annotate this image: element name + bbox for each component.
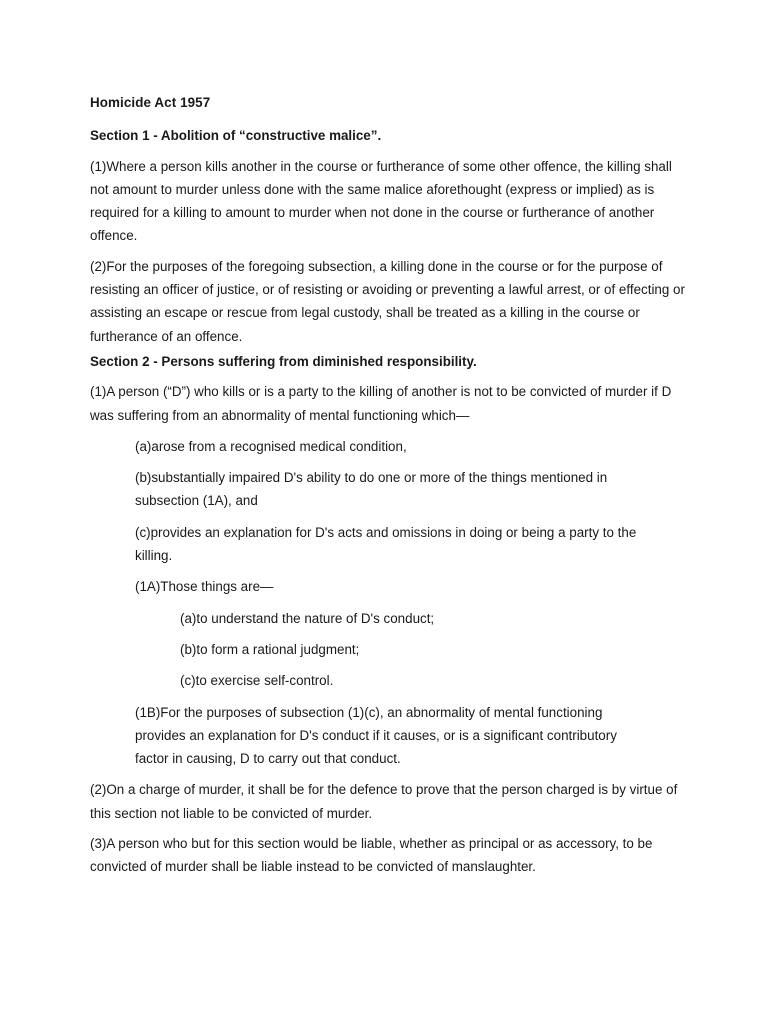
section-2-heading: Section 2 - Persons suffering from diminished responsibility. bbox=[90, 353, 477, 369]
section-2-item-a: (a)arose from a recognised medical condition, bbox=[135, 438, 407, 454]
section-2-item-b: (b)substantially impaired D's ability to do one or more of the things mentioned in subsection (1A), and bbox=[135, 470, 608, 509]
section-2-1a-item-b: (b)to form a rational judgment; bbox=[180, 641, 360, 657]
document-body bbox=[90, 91, 690, 886]
section-2-item-c: (c)provides an explanation for D's acts and omissions in doing or being a party to the killing. bbox=[135, 524, 637, 564]
document-title: Homicide Act 1957 bbox=[90, 95, 211, 110]
section-1-subsection-1: (1)Where a person kills another in the course or furtherance of some other offence, the killing shall not amount to murder unless done with the same malice aforethought (express or implied) as is required for a killing to amount to murder when not done in the course or furtherance of another offence. bbox=[90, 158, 672, 244]
section-1-heading: Section 1 - Abolition of “constructive malice”. bbox=[90, 128, 382, 144]
section-2-subsection-2: (2)On a charge of murder, it shall be for the defence to prove that the person charged is by virtue of this section not liable to be convicted of murder. bbox=[90, 782, 678, 821]
section-2-subsection-1: (1)A person (“D”) who kills or is a party to the killing of another is not to be convicted of murder if D was suffering from an abnormality of mental functioning which— bbox=[90, 384, 672, 423]
section-2-subsection-3: (3)A person who but for this section would be liable, whether as principal or as accessory, to be convicted of murder shall be liable instead to be convicted of manslaughter. bbox=[90, 836, 653, 875]
section-1-subsection-2: (2)For the purposes of the foregoing subsection, a killing done in the course or for the purpose of resisting an officer of justice, or of resisting or avoiding or preventing a lawful arrest, or of effecting or assisting an escape or rescue from legal custody, shall be treated as a killing in the course or furtherance of an offence. bbox=[90, 258, 685, 344]
section-2-1a-item-a: (a)to understand the nature of D's conduct; bbox=[180, 610, 435, 626]
section-2-subsection-1a: (1A)Those things are— bbox=[135, 579, 274, 595]
section-2-subsection-1b: (1B)For the purposes of subsection (1)(c), an abnormality of mental functioning provides an explanation for D's conduct if it causes, or is a significant contributory factor in causing, D to carry out that conduct. bbox=[135, 704, 617, 767]
section-2-1a-item-c: (c)to exercise self-control. bbox=[180, 673, 334, 689]
